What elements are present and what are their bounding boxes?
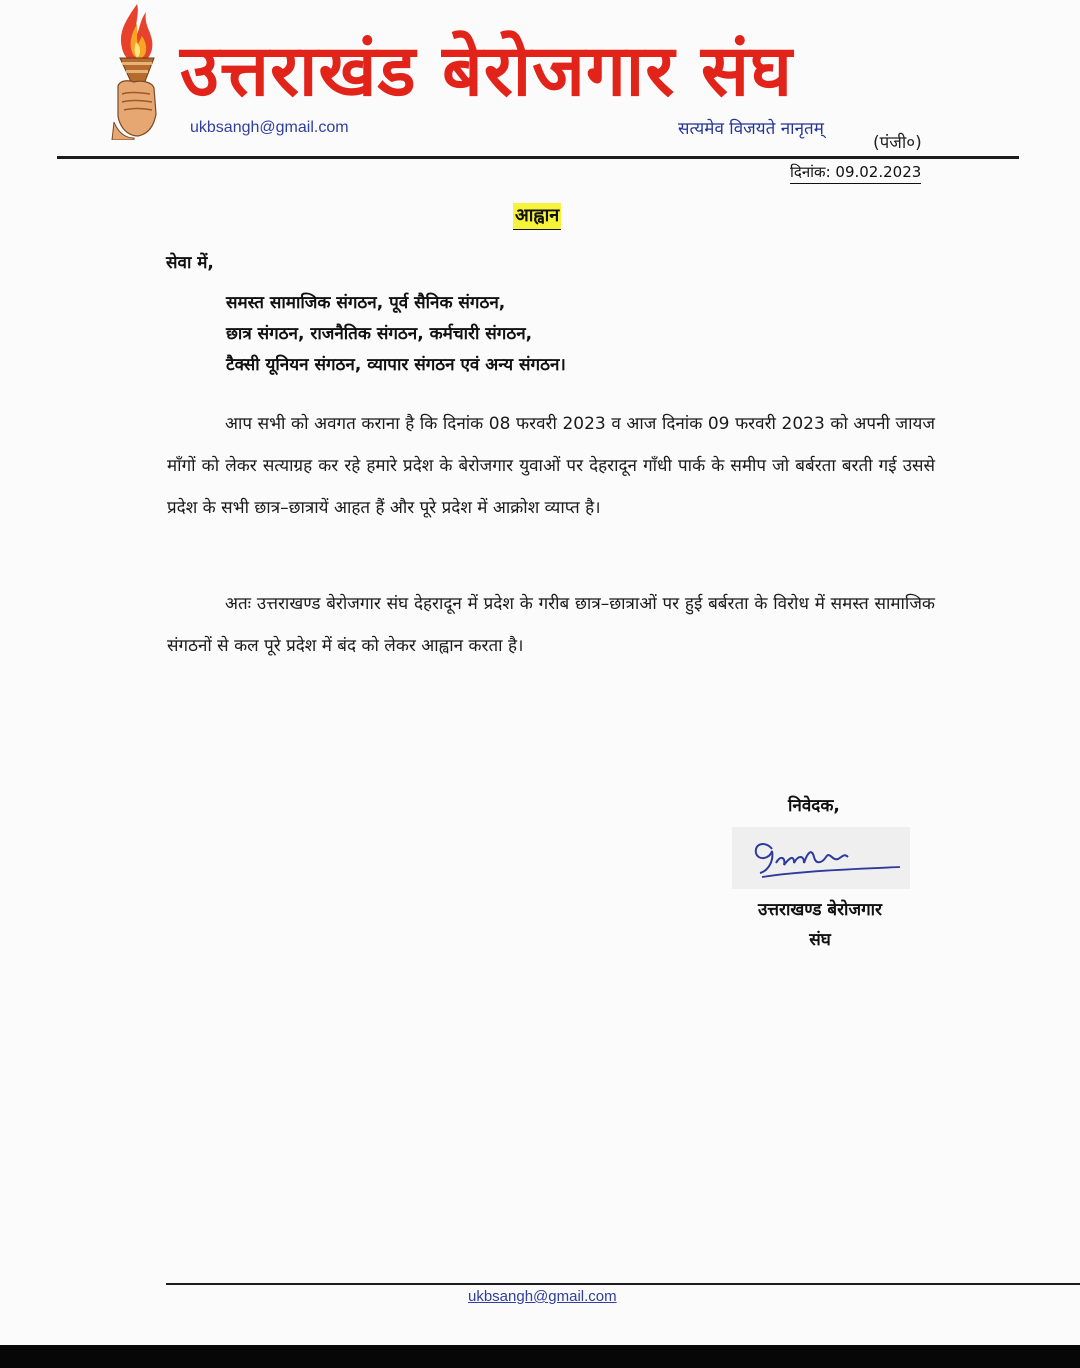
footer-divider [166,1283,1080,1285]
org-title: उत्तराखंड बेरोजगार संघ [180,29,793,112]
handwritten-signature [732,827,910,889]
header-divider [57,156,1019,159]
torch-hand-icon [104,2,170,140]
addressee-line: टैक्सी यूनियन संगठन, व्यापार संगठन एवं अन्य संगठन। [226,355,566,375]
body-paragraph-2: अतः उत्तराखण्ड बेरोजगार संघ देहरादून में प्रदेश के गरीब छात्र–छात्राओं पर हुई बर्बरता के विरोध में समस्त सामाजिक संगठनों से कल पूरे प्रदेश में बंद को लेकर आह्वान करता है। [167,594,935,656]
signatory-org-line-1: उत्तराखण्ड बेरोजगार [757,900,883,920]
org-motto: सत्यमेव विजयते नानृतम् [678,119,824,139]
signatory-org [720,895,920,955]
addressee-line: समस्त सामाजिक संगठन, पूर्व सैनिक संगठन, [226,293,506,313]
salutation: सेवा में, [166,253,214,273]
signatory-label: निवेदक, [788,796,840,816]
header-email[interactable]: ukbsangh@gmail.com [190,119,349,136]
addressee-line: छात्र संगठन, राजनैतिक संगठन, कर्मचारी संगठन, [226,324,533,344]
signatory-org-line-2: संघ [809,930,831,950]
body-paragraph-1: आप सभी को अवगत कराना है कि दिनांक 08 फरवरी 2023 व आज दिनांक 09 फरवरी 2023 को अपनी जायज माँगों को लेकर सत्याग्रह कर रहे हमारे प्रदेश के बेरोजगार युवाओं पर देहरादून गाँधी पार्क के समीप जो बर्बरता बरती गई उससे प्रदेश के सभी छात्र–छात्रायें आहत हैं और पूरे प्रदेश में आक्रोश व्याप्त है। [167,414,935,518]
registration-mark: (पंजी०) [873,133,922,153]
letter-date: दिनांक: 09.02.2023 [790,162,921,184]
screen-bottom-bar [0,1345,1080,1368]
letter-subject: आह्वान [513,203,561,230]
footer-email[interactable]: ukbsangh@gmail.com [468,1288,617,1305]
addressee-list [226,288,566,381]
